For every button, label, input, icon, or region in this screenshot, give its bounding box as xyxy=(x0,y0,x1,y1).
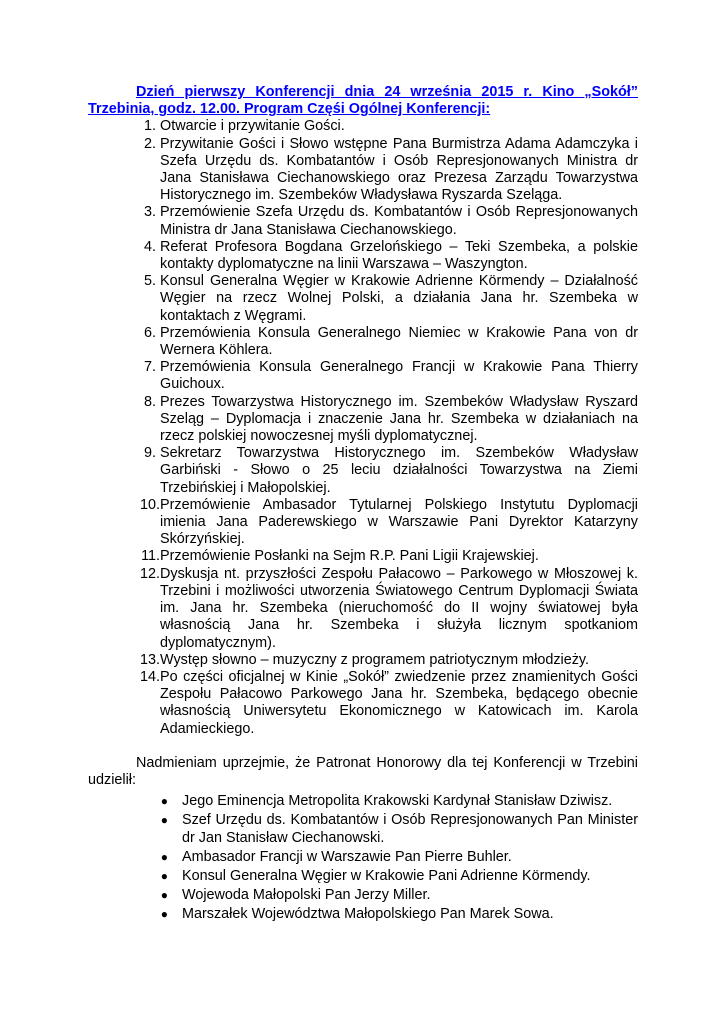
patron-item xyxy=(88,812,638,846)
program-item-number: 12. xyxy=(139,565,160,582)
program-item xyxy=(88,204,638,238)
patron-item-text: Jego Eminencja Metropolita Krakowski Kardynał Stanisław Dziwisz. xyxy=(182,793,613,810)
program-item xyxy=(88,445,638,497)
program-item-number: 4. xyxy=(143,238,156,255)
program-item-number: 8. xyxy=(143,393,156,410)
program-item-number: 6. xyxy=(143,324,156,341)
program-item-number: 9. xyxy=(143,445,156,462)
patron-item xyxy=(88,868,638,885)
patron-item xyxy=(88,793,638,810)
bullet-icon: ● xyxy=(160,888,168,903)
program-list xyxy=(88,118,638,737)
program-item-text: Przemówienie Posłanki na Sejm R.P. Pani Ligii Krajewskiej. xyxy=(160,548,539,565)
program-item xyxy=(88,239,638,273)
program-item-number: 11. xyxy=(141,548,160,565)
program-item xyxy=(88,325,638,359)
patrons-list xyxy=(88,793,638,923)
program-item-number: 5. xyxy=(143,273,156,290)
program-item-text: Przemówienia Konsula Generalnego Niemiec w Krakowie Pana von dr Wernera Köhlera. xyxy=(160,324,638,359)
bullet-icon: ● xyxy=(160,813,168,828)
program-item-number: 1. xyxy=(143,118,156,135)
program-item xyxy=(88,359,638,393)
patron-item-text: Wojewoda Małopolski Pan Jerzy Miller. xyxy=(182,887,431,904)
program-item xyxy=(88,136,638,205)
program-item xyxy=(88,566,638,652)
patron-item-text: Szef Urzędu ds. Kombatantów i Osób Represjonowanych Pan Minister dr Jan Stanisław Ciechanowski. xyxy=(182,812,638,846)
program-heading: Dzień pierwszy Konferencji dnia 24 września 2015 r. Kino „Sokół” Trzebinia, godz. 12.00. Program Częśi Ogólnej Konferencji: xyxy=(88,84,638,118)
patron-item xyxy=(88,887,638,904)
bullet-icon: ● xyxy=(160,868,168,883)
program-item-text: Referat Profesora Bogdana Grzelońskiego – Teki Szembeka, a polskie kontakty dyplomatyczne na linii Warszawa – Waszyngton. xyxy=(160,238,638,273)
program-item-text: Dyskusja nt. przyszłości Zespołu Pałacowo – Parkowego w Młoszowej k. Trzebini i możliwości utworzenia Światowego Centrum Dyplomacji Świata im. Jana hr. Szembeka (nieruchomość do II wojny światowej była własnością Jana hr. Szembeka i służyła licznym spotkaniom dyplomatycznym). xyxy=(160,565,638,651)
bullet-icon: ● xyxy=(160,794,168,809)
program-item-text: Przemówienia Konsula Generalnego Francji w Krakowie Pana Thierry Guichoux. xyxy=(160,359,638,393)
program-item-text: Konsul Generalna Węgier w Krakowie Adrienne Körmendy – Działalność Węgier na rzecz Wolnej Polski, a działania Jana hr. Szembeka w kontaktach z Węgrami. xyxy=(160,273,638,324)
program-item-number: 10. xyxy=(139,496,160,513)
program-item xyxy=(88,669,638,738)
program-item xyxy=(88,118,638,135)
patron-item-text: Konsul Generalna Węgier w Krakowie Pani Adrienne Körmendy. xyxy=(182,867,591,884)
document-page xyxy=(88,84,638,926)
program-item-number: 14. xyxy=(139,668,160,685)
program-item xyxy=(88,497,638,549)
program-item-text: Otwarcie i przywitanie Gości. xyxy=(160,118,345,135)
program-item-text: Prezes Towarzystwa Historycznego im. Szembeków Władysław Ryszard Szeląg – Dyplomacja i znaczenie Jana hr. Szembeka w działaniach na rzecz polskiej nowoczesnej myśli dyplomatycznej. xyxy=(160,393,638,445)
program-item xyxy=(88,652,638,669)
program-item-text: Przemówienie Szefa Urzędu ds. Kombatantów i Osób Represjonowanych Ministra dr Jana Stanisława Ciechanowskiego. xyxy=(160,204,638,238)
bullet-icon: ● xyxy=(160,907,168,922)
program-item xyxy=(88,394,638,446)
program-item-number: 2. xyxy=(143,135,156,152)
program-item xyxy=(88,273,638,325)
bullet-icon: ● xyxy=(160,849,168,864)
patron-item xyxy=(88,906,638,923)
program-item-number: 3. xyxy=(143,204,156,221)
patron-item-text: Ambasador Francji w Warszawie Pan Pierre Buhler. xyxy=(182,848,512,865)
patron-item xyxy=(88,849,638,866)
program-item-text: Przywitanie Gości i Słowo wstępne Pana Burmistrza Adama Adamczyka i Szefa Urzędu ds. Kombatantów i Osób Represjonowanych Ministra dr Jana Stanisława Ciechanowskiego oraz Prezesa Zarządu Towarzystwa Historycznego im. Szembeków Władysława Ryszarda Szeląga. xyxy=(160,135,638,204)
program-item-number: 13. xyxy=(139,651,160,668)
program-item-text: Przemówienie Ambasador Tytularnej Polskiego Instytutu Dyplomacji imienia Jana Paderewskiego w Warszawie Pani Dyrektor Katarzyny Skórzyńskiej. xyxy=(160,496,638,548)
program-item-text: Występ słowno – muzyczny z programem patriotycznym młodzieży. xyxy=(160,651,590,668)
program-item-text: Po części oficjalnej w Kinie „Sokół” zwiedzenie przez znamienitych Gości Zespołu Pałacowo Parkowego Jana hr. Szembeka, będącego obecnie własnością Uniwersytetu Ekonomicznego w Katowicach im. Karola Adamieckiego. xyxy=(160,668,638,737)
program-item-text: Sekretarz Towarzystwa Historycznego im. Szembeków Władysław Garbiński - Słowo o 25 leciu działalności Towarzystwa na Ziemi Trzebińskiej i Małopolskiej. xyxy=(160,445,638,496)
patronage-intro: Nadmieniam uprzejmie, że Patronat Honorowy dla tej Konferencji w Trzebini udzielił: xyxy=(88,754,638,788)
program-item-number: 7. xyxy=(143,359,156,376)
patron-item-text: Marszałek Województwa Małopolskiego Pan Marek Sowa. xyxy=(182,906,554,923)
program-item xyxy=(88,548,638,565)
